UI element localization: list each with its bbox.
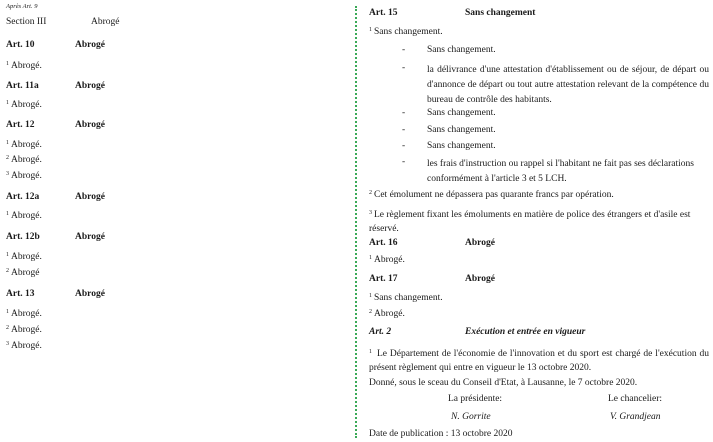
article-number: Art. 12b	[6, 232, 40, 242]
chancellor-label: Le chancelier:	[608, 394, 663, 404]
article-number: Art. 2	[369, 327, 392, 337]
list-dash: -	[402, 125, 406, 135]
paragraph: $^1$ Abrogé.	[6, 252, 42, 262]
list-dash: -	[402, 157, 406, 167]
paragraph: $^1$ Abrogé.	[369, 255, 405, 265]
article-status: Abrogé	[75, 232, 105, 242]
publication-date: Date de publication : 13 octobre 2020	[369, 429, 513, 439]
article-status: Abrogé	[465, 274, 495, 284]
article-number: Art. 16	[369, 238, 398, 248]
paragraph: $^1$ Abrogé.	[6, 140, 42, 150]
article-status: Abrogé	[75, 40, 105, 50]
paragraph: $^1$ Abrogé.	[6, 100, 42, 110]
paragraph: $^1$ Le Département de l'économie de l'innovation et du sport est chargé de l'exécution du présent règlement qui entre en vigueur le 13 octobre 2020.	[369, 349, 710, 373]
list-item: les frais d'instruction ou rappel si l'habitant ne fait pas ses déclarations conformément à l'article 3 et 5 LCH.	[427, 159, 694, 184]
paragraph: $^3$ Abrogé.	[6, 171, 42, 181]
article-number: Art. 12	[6, 120, 35, 130]
list-item: Sans changement.	[427, 141, 496, 151]
list-item: Sans changement.	[427, 45, 496, 55]
signature-place-date: Donné, sous le sceau du Conseil d'Etat, à Lausanne, le 7 octobre 2020.	[369, 378, 638, 388]
article-status: Abrogé	[75, 120, 105, 130]
list-dash: -	[402, 141, 406, 151]
article-number: Art. 17	[369, 274, 398, 284]
paragraph: $^1$ Abrogé.	[6, 61, 42, 71]
placement-note: Après Art. 9	[6, 3, 38, 10]
article-status: Abrogé	[75, 81, 105, 91]
list-item: Sans changement.	[427, 108, 496, 118]
paragraph: $^2$ Abrogé	[6, 268, 40, 278]
article-title: Sans changement	[465, 8, 536, 18]
paragraph: $^3$ Le règlement fixant les émoluments en matière de police des étrangers et d'asile est réservé.	[369, 210, 691, 234]
paragraph: $^2$ Abrogé.	[369, 309, 405, 319]
article-number: Art. 13	[6, 289, 35, 299]
article-status: Abrogé	[75, 192, 105, 202]
article-number: Art. 10	[6, 40, 35, 50]
list-dash: -	[402, 45, 406, 55]
article-number: Art. 11a	[6, 81, 39, 91]
list-item: la délivrance d'une attestation d'établissement ou de séjour, de départ ou d'annonce de départ ou tout autre attestation relevant de la compétence du bureau de contrôle des habitants.	[427, 65, 709, 105]
section-label: Section III	[6, 17, 47, 27]
section-status: Abrogé	[91, 17, 120, 27]
list-dash: -	[402, 108, 406, 118]
paragraph: $^2$ Cet émolument ne dépassera pas quarante francs par opération.	[369, 190, 614, 200]
chancellor-name: V. Grandjean	[610, 412, 661, 422]
paragraph: $^2$ Abrogé.	[6, 155, 42, 165]
president-label: La présidente:	[448, 394, 503, 404]
article-status: Abrogé	[465, 238, 495, 248]
paragraph: $^1$ Abrogé.	[6, 211, 42, 221]
paragraph: $^3$ Abrogé.	[6, 341, 42, 351]
article-status: Abrogé	[75, 289, 105, 299]
paragraph: $^1$ Sans changement.	[369, 27, 443, 37]
paragraph: $^2$ Abrogé.	[6, 325, 42, 335]
president-name: N. Gorrite	[451, 412, 491, 422]
article-number: Art. 12a	[6, 192, 40, 202]
paragraph: $^1$ Abrogé.	[6, 309, 42, 319]
paragraph: $^1$ Sans changement.	[369, 293, 443, 303]
column-divider	[355, 6, 357, 438]
article-number: Art. 15	[369, 8, 398, 18]
list-dash: -	[402, 63, 406, 73]
list-item: Sans changement.	[427, 125, 496, 135]
article-title: Exécution et entrée en vigueur	[465, 327, 586, 337]
